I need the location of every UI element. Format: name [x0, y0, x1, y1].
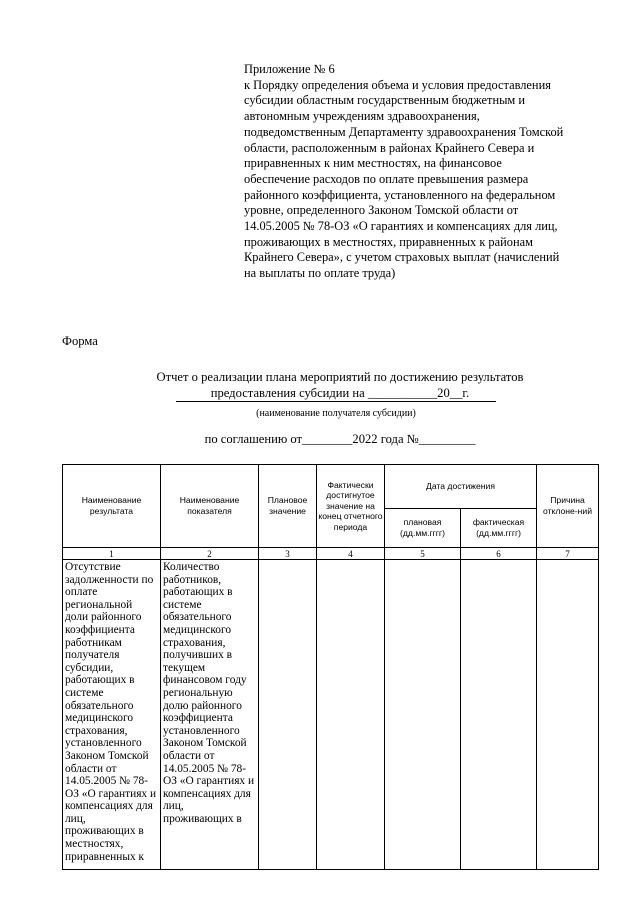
appendix-line: к Порядку определения объема и условия предоставления	[244, 77, 551, 92]
header-actual-value: Фактически достигнутое значение на конец отчетного периода	[317, 465, 385, 548]
header-achievement-date: Дата достижения	[385, 465, 537, 509]
cell-deviation-reason	[537, 560, 599, 870]
form-label: Форма	[62, 334, 98, 348]
column-number: 4	[317, 548, 385, 560]
header-actual-date: фактическая (дд.мм.гггг)	[461, 509, 537, 548]
table-header-row	[63, 465, 599, 509]
appendix-line: подведомственным Департаменту здравоохранения Томской	[244, 124, 564, 139]
cell-actual-date	[461, 560, 537, 870]
column-number: 6	[461, 548, 537, 560]
cell-actual-value	[317, 560, 385, 870]
header-indicator-name: Наименование показателя	[161, 465, 259, 548]
appendix-line: уровне, определенного Законом Томской области от	[244, 203, 519, 218]
agreement-line: по соглашению от________2022 года №_________	[204, 432, 476, 446]
cell-result-text: Отсутствие задолженности по оплате региональной доли районного коэффициента работникам получателя субсидии, работающих в системе обязательного медицинского страхования, установленного Законом Томской области от 14.05.2005 № 78-ОЗ «О гарантиях и компенсациях для лиц, проживающих в местностях, приравненных к	[65, 561, 157, 863]
appendix-line: области, расположенным в районах Крайнего Севера и	[244, 140, 535, 155]
appendix-line: приравненных к ним местностях, на финансовое	[244, 156, 502, 171]
appendix-line: субсидии областным государственным бюджетным и	[244, 93, 525, 108]
report-title-line: Отчет о реализации плана мероприятий по достижению результатов	[156, 370, 524, 384]
column-number: 5	[385, 548, 461, 560]
header-planned-date: плановая (дд.мм.гггг)	[385, 509, 461, 548]
column-number-row	[63, 548, 599, 560]
recipient-field	[176, 401, 496, 420]
appendix-line: Крайнего Севера», с учетом страховых выплат (начислений	[244, 250, 560, 265]
column-number: 1	[63, 548, 161, 560]
appendix-title: Приложение № 6	[244, 62, 335, 76]
cell-result	[63, 560, 161, 870]
report-title-line: предоставления субсидии на ___________20__г.	[210, 386, 470, 400]
cell-indicator	[161, 560, 259, 870]
appendix-block	[244, 62, 614, 282]
column-number: 3	[259, 548, 317, 560]
table-row	[63, 560, 599, 870]
report-title	[60, 369, 620, 401]
recipient-hint: (наименование получателя субсидии)	[256, 408, 416, 419]
cell-planned-value	[259, 560, 317, 870]
column-number: 2	[161, 548, 259, 560]
recipient-underline	[176, 401, 496, 402]
report-table	[62, 464, 599, 870]
header-result-name: Наименование результата	[63, 465, 161, 548]
header-deviation-reason: Причина отклоне-ний	[537, 465, 599, 548]
appendix-line: 14.05.2005 № 78-ОЗ «О гарантиях и компенсациях для лиц,	[244, 219, 558, 234]
appendix-line: автономным учреждениям здравоохранения,	[244, 109, 480, 124]
appendix-line: обеспечение расходов по оплате превышения размера	[244, 171, 529, 186]
column-number: 7	[537, 548, 599, 560]
cell-planned-date	[385, 560, 461, 870]
cell-indicator-text: Количество работников, работающих в системе обязательного медицинского страхования, получивших в текущем финансовом году региональную долю районного коэффициента установленного Законом Томской области от 14.05.2005 № 78-ОЗ «О гарантиях и компенсациях для лиц, проживающих в	[163, 561, 255, 825]
appendix-line: районного коэффициента, установленного на федеральном	[244, 187, 556, 202]
header-planned-value: Плановое значение	[259, 465, 317, 548]
appendix-line: проживающих в местностях, приравненных к районам	[244, 234, 533, 249]
appendix-line: на выплаты по оплате труда)	[244, 266, 396, 281]
